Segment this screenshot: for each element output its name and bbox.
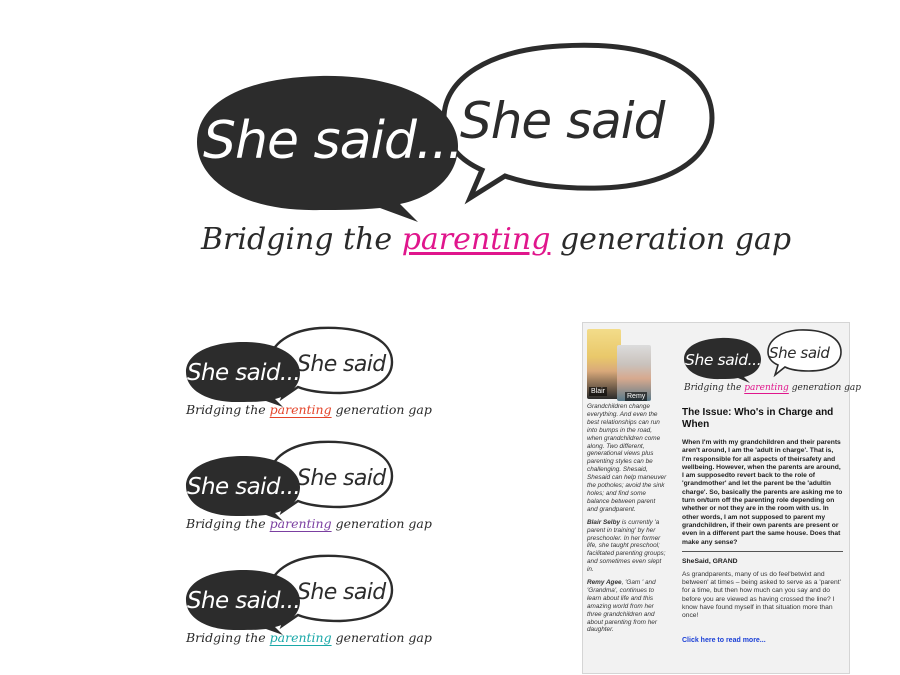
nl-right-bubble-text: She said	[769, 344, 830, 362]
tagline-after: generation gap	[331, 630, 432, 645]
blair-name: Blair Selby	[587, 518, 621, 526]
small-left-bubble-text: She said...	[187, 474, 301, 500]
article-body-bold: When I'm with my grandchildren and their parents aren't around, I am the 'adult in charge'. That is, I'm responsible for all aspects of theirsafety and wellbeing. However, when the parents are around, I am supposedto revert back to the role of 'grandmother' and let the parent be the 'adultin charge'. So, basically the parents are asking me to turn on/turn off the parenting role depending on whether or not they are in the room with us. In other words, I am not supposed to parent my grandchildren, if their own parents are present or even in a different part the same house. Does that make any sense?	[682, 439, 843, 546]
tagline-highlight: parenting	[744, 383, 789, 393]
remy-label: Remy	[627, 393, 646, 400]
sidebar-blair	[587, 519, 667, 574]
tagline-after: generation gap	[331, 402, 432, 417]
small-tagline	[186, 630, 432, 645]
tagline-before: Bridging the	[186, 516, 270, 531]
tagline-after: generation gap	[788, 383, 862, 393]
divider	[682, 551, 843, 552]
nl-tagline	[684, 383, 861, 393]
article-byline: SheSaid, GRAND	[682, 557, 738, 565]
small-right-bubble-text: She said	[297, 580, 386, 605]
tagline-after: generation gap	[550, 222, 792, 257]
logo-variant	[180, 326, 432, 426]
tagline-highlight: parenting	[269, 402, 332, 417]
logo-variant	[180, 554, 432, 654]
newsletter-preview	[582, 322, 862, 674]
small-right-bubble-text: She said	[297, 352, 386, 377]
left-bubble-text: She said...	[203, 111, 463, 171]
article-body: As grandparents, many of us do feel'betwixt and between' at times – being asked to serve as a 'parent' for a time, but then how much can you say and do before you are viewed as having crossed the line? I know have found myself in that situation more than once!	[682, 570, 841, 620]
article-title: The Issue: Who's in Charge and When	[682, 407, 834, 430]
logo-variant	[180, 440, 432, 540]
small-left-bubble-text: She said...	[187, 360, 301, 386]
author-photos	[587, 329, 653, 399]
tagline-before: Bridging the	[201, 222, 402, 257]
main-tagline	[201, 222, 791, 257]
remy-name: Remy Agee	[587, 579, 622, 587]
sidebar-intro: Grandchildren change everything. And even the best relationships can run into bumps in the road, when grandchildren come along. Two different, generational views plus parenting styles can be challenging. Shesaid, Shesaid can help maneuver the potholes; avoid the sink holes; and find some balance between parent and grandparent.	[587, 403, 667, 513]
newsletter-article	[682, 407, 843, 647]
read-more-link[interactable]: Click here to read more...	[682, 636, 766, 644]
tagline-before: Bridging the	[186, 630, 270, 645]
tagline-highlight: parenting	[401, 222, 551, 257]
blair-bio: is currently 'a parent in training' by her preschooler. In her former life, she taught preschool; facilitated parenting groups; and sometimes even slept in.	[587, 518, 666, 574]
main-logo	[0, 0, 900, 290]
nl-left-bubble-text: She said...	[685, 351, 762, 369]
small-tagline	[186, 402, 432, 417]
sidebar-remy	[587, 579, 667, 634]
right-bubble-text: She said	[460, 92, 665, 150]
tagline-before: Bridging the	[186, 402, 270, 417]
tagline-highlight: parenting	[269, 516, 332, 531]
tagline-highlight: parenting	[269, 630, 332, 645]
newsletter-sidebar	[587, 403, 667, 639]
tagline-before: Bridging the	[684, 383, 745, 393]
small-tagline	[186, 516, 432, 531]
small-right-bubble-text: She said	[297, 466, 386, 491]
newsletter-logo	[681, 327, 862, 401]
remy-bio: , 'Gam ' and 'Grandma', continues to learn about life and this amazing world from her three grandchildren and about parenting from her daughter.	[587, 579, 657, 634]
small-left-bubble-text: She said...	[187, 588, 301, 614]
blair-label: Blair	[591, 388, 606, 395]
tagline-after: generation gap	[331, 516, 432, 531]
